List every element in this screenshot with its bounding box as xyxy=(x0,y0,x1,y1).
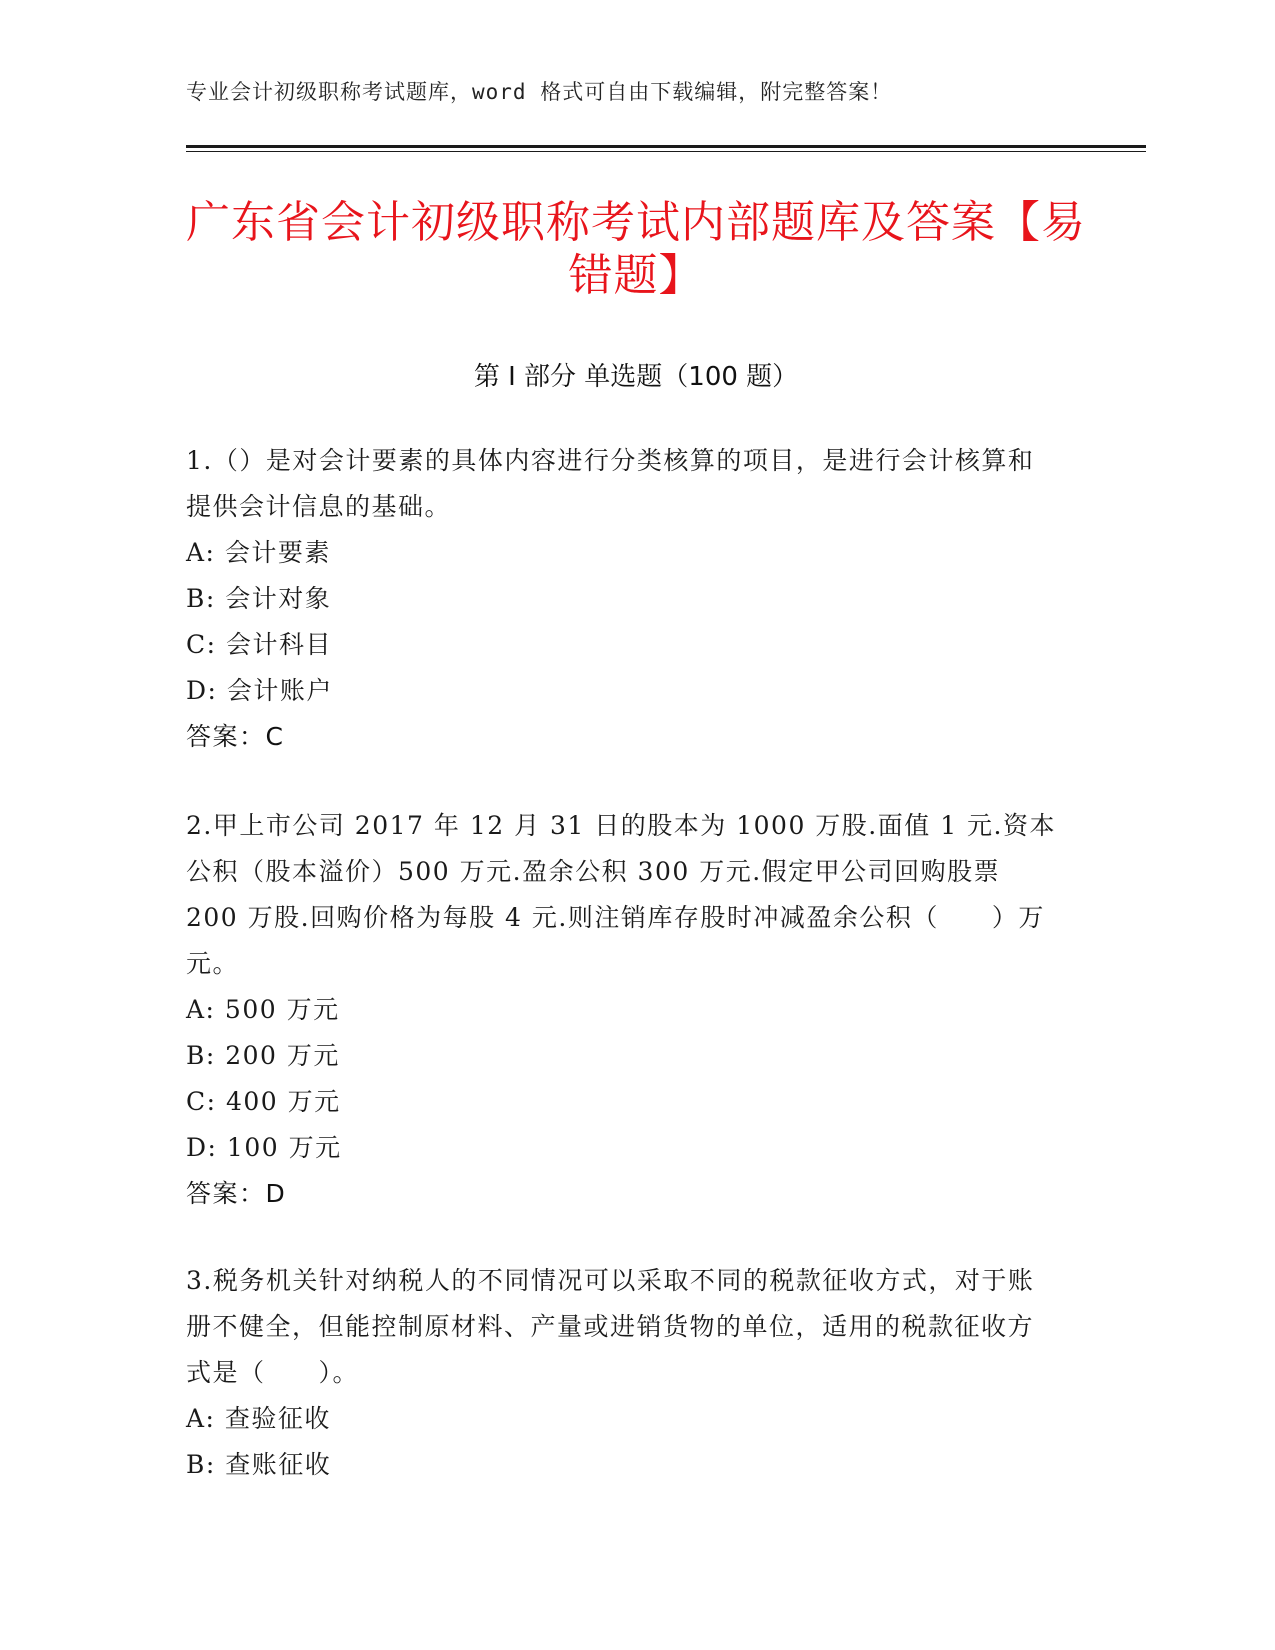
question-3 xyxy=(186,1258,1056,1488)
question-text: 1.（）是对会计要素的具体内容进行分类核算的项目，是进行会计核算和提供会计信息的基础。 xyxy=(186,446,1035,521)
header-divider-thin xyxy=(186,151,1146,152)
option-d: D: 100 万元 xyxy=(186,1133,342,1162)
option-b: B: 200 万元 xyxy=(186,1041,340,1070)
option-b: B: 会计对象 xyxy=(186,584,332,613)
option-c: C: 400 万元 xyxy=(186,1087,341,1116)
answer: 答案：C xyxy=(186,722,285,751)
question-1 xyxy=(186,438,1056,760)
option-b: B: 查账征收 xyxy=(186,1450,332,1479)
header-divider-thick xyxy=(186,145,1146,148)
answer: 答案：D xyxy=(186,1179,287,1208)
question-2 xyxy=(186,803,1056,1217)
option-a: A: 500 万元 xyxy=(186,995,340,1024)
option-a: A: 查验征收 xyxy=(186,1404,331,1433)
option-d: D: 会计账户 xyxy=(186,676,333,705)
option-c: C: 会计科目 xyxy=(186,630,332,659)
question-text: 3.税务机关针对纳税人的不同情况可以采取不同的税款征收方式，对于账册不健全，但能控制原材料、产量或进销货物的单位，适用的税款征收方式是（ ）。 xyxy=(186,1266,1035,1387)
document-title: 广东省会计初级职称考试内部题库及答案【易错题】 xyxy=(186,197,1086,301)
page-header: 专业会计初级职称考试题库，word 格式可自由下载编辑，附完整答案！ xyxy=(186,80,893,104)
option-a: A: 会计要素 xyxy=(186,538,331,567)
question-text: 2.甲上市公司 2017 年 12 月 31 日的股本为 1000 万股.面值 1 元.资本公积（股本溢价）500 万元.盈余公积 300 万元.假定甲公司回购股票 200 万股.回购价格为每股 4 元.则注销库存股时冲减盈余公积（ ）万元。 xyxy=(186,811,1056,978)
section-heading: 第 I 部分 单选题（100 题） xyxy=(473,362,799,392)
